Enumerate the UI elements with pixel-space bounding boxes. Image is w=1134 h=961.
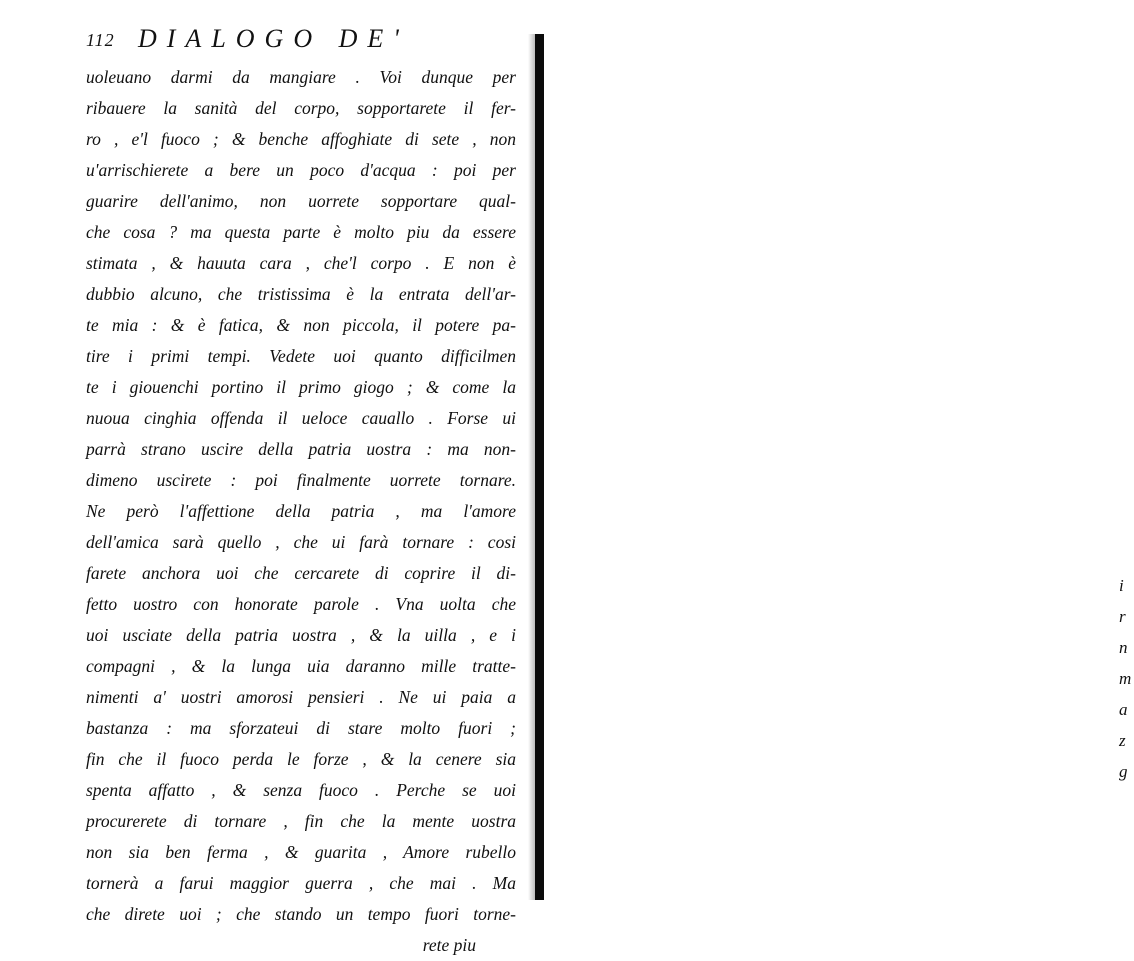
facing-page-letter: m [1119,669,1132,688]
text-line: fin che il fuoco perda le forze , & la cenere sia [86,749,516,769]
page-number: 112 [86,30,115,50]
text-line: farete anchora uoi che cercarete di coprire il di- [86,563,516,583]
text-line: fetto uostro con honorate parole . Vna uolta che [86,594,516,614]
text-line: tire i primi tempi. Vedete uoi quanto difficilmen [86,346,516,366]
text-line: te mia : & è fatica, & non piccola, il potere pa- [86,315,516,335]
text-line: guarire dell'animo, non uorrete sopportare qual- [86,191,516,211]
text-line: ribauere la sanità del corpo, sopportarete il fer- [86,98,516,118]
text-line: non sia ben ferma , & guarita , Amore rubello [86,842,516,862]
facing-page-letter: a [1119,700,1128,719]
text-line: stimata , & hauuta cara , che'l corpo . E non è [86,253,516,273]
text-line: che direte uoi ; che stando un tempo fuori torne- [86,904,516,924]
text-line: Ne però l'affettione della patria , ma l'amore [86,501,516,521]
text-line: uoleuano darmi da mangiare . Voi dunque per [86,67,516,87]
text-line: u'arrischierete a bere un poco d'acqua : poi per [86,160,516,180]
text-line: te i giouenchi portino il primo giogo ; & come la [86,377,516,397]
text-line: ro , e'l fuoco ; & benche affoghiate di sete , non [86,129,516,149]
text-line-catchword: rete piu [422,935,476,955]
facing-page-edge [544,0,1132,900]
text-line: compagni , & la lunga uia daranno mille tratte- [86,656,516,676]
text-line: dubbio alcuno, che tristissima è la entrata dell'ar- [86,284,516,304]
text-line: uoi usciate della patria uostra , & la uilla , e i [86,625,516,645]
text-line: procurerete di tornare , fin che la mente uostra [86,811,516,831]
text-line: tornerà a farui maggior guerra , che mai . Ma [86,873,516,893]
text-line: parrà strano uscire della patria uostra : ma non- [86,439,516,459]
facing-page-letter: r [1119,607,1126,626]
page-header [86,24,516,60]
text-line: che cosa ? ma questa parte è molto piu da essere [86,222,516,242]
text-line: dell'amica sarà quello , che ui farà tornare : cosi [86,532,516,552]
text-line: nimenti a' uostri amorosi pensieri . Ne ui paia a [86,687,516,707]
gutter-shadow [528,34,535,900]
facing-page-letters [1119,570,1134,787]
facing-page-letter: z [1119,731,1126,750]
facing-page-letter: i [1119,576,1124,595]
text-line: bastanza : ma sforzateui di stare molto fuori ; [86,718,516,738]
text-line: nuoua cinghia offenda il ueloce cauallo . Forse ui [86,408,516,428]
running-head: DIALOGO DE' [138,24,409,53]
text-line: spenta affatto , & senza fuoco . Perche se uoi [86,780,516,800]
facing-page-letter: g [1119,762,1128,781]
facing-page-letter: n [1119,638,1128,657]
text-line: dimeno uscirete : poi finalmente uorrete tornare. [86,470,516,490]
body-text [86,62,516,961]
book-gutter [535,34,544,900]
